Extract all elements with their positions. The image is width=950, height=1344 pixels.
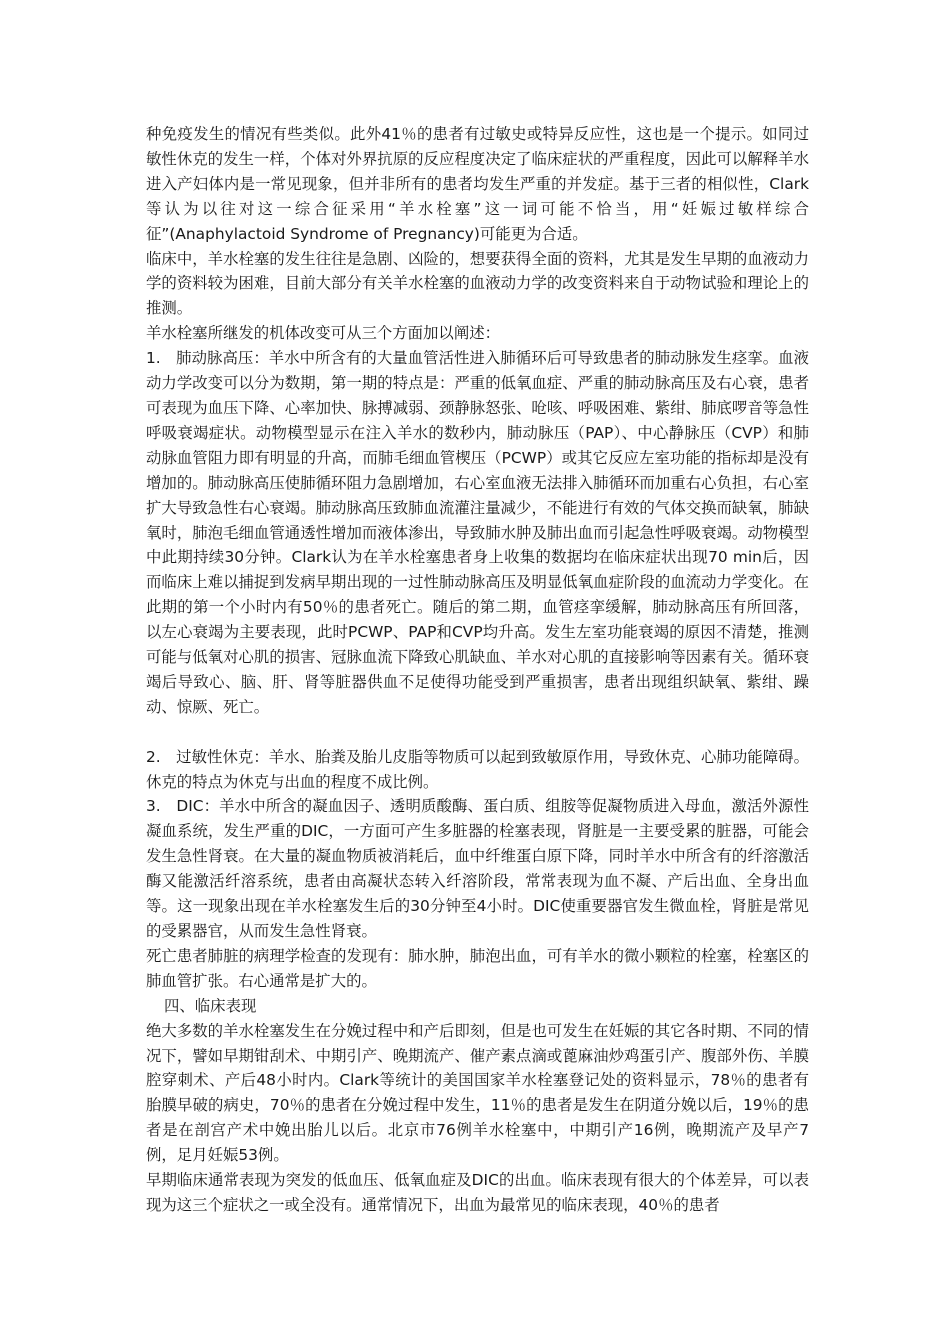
paragraph-anaphylactic-shock: 2. 过敏性休克：羊水、胎粪及胎儿皮脂等物质可以起到致敏原作用，导致休克、心肺功能障碍。休克的特点为休克与出血的程度不成比例。 <box>146 747 809 791</box>
paragraph-clinical-timing: 绝大多数的羊水栓塞发生在分娩过程中和产后即刻，但是也可发生在妊娠的其它各时期、不同的情况下，譬如早期钳刮术、中期引产、晚期流产、催产素点滴或蓖麻油炒鸡蛋引产、腹部外伤、羊膜腔穿刺术、产后48小时内。Clark等统计的美国国家羊水栓塞登记处的资料显示，78％的患者有胎膜早破的病史，70％的患者在分娩过程中发生，11％的患者是发生在阴道分娩以后，19％的患者是在剖宫产术中娩出胎儿以后。北京市76例羊水栓塞中，中期引产16例，晚期流产及早产7例，足月妊娠53例。 <box>146 1021 809 1165</box>
paragraph-pulmonary-hypertension: 1. 肺动脉高压：羊水中所含有的大量血管活性进入肺循环后可导致患者的肺动脉发生痉挛。血液动力学改变可以分为数期，第一期的特点是：严重的低氧血症、严重的肺动脉高压及右心衰，患者可表现为血压下降、心率加快、脉搏减弱、颈静脉怒张、呛咳、呼吸困难、紫绀、肺底啰音等急性呼吸衰竭症状。动物模型显示在注入羊水的数秒内，肺动脉压（PAP）、中心静脉压（CVP）和肺动脉血管阻力即有明显的升高，而肺毛细血管楔压（PCWP）或其它反应左室功能的指标却是没有增加的。肺动脉高压使肺循环阻力急剧增加，右心室血液无法排入肺循环而加重右心负担，右心室扩大导致急性右心衰竭。肺动脉高压致肺血流灌注量减少，不能进行有效的气体交换而缺氧，肺缺氧时，肺泡毛细血管通透性增加而液体渗出，导致肺水肿及肺出血而引起急性呼吸衰竭。动物模型中此期持续30分钟。Clark认为在羊水栓塞患者身上收集的数据均在临床症状出现70 min后，因而临床上难以捕捉到发病早期出现的一过性肺动脉高压及明显低氧血症阶段的血流动力学变化。在此期的第一个小时内有50％的患者死亡。随后的第二期，血管痉挛缓解，肺动脉高压有所回落，以左心衰竭为主要表现，此时PCWP、PAP和CVP均升高。发生左室功能衰竭的原因不清楚，推测可能与低氧对心肌的损害、冠脉血流下降致心肌缺血、羊水对心肌的直接影响等因素有关。循环衰竭后导致心、脑、肝、肾等脏器供血不足使得功能受到严重损害，患者出现组织缺氧、紫绀、躁动、惊厥、死亡。 <box>146 349 809 716</box>
section-heading-clinical: 四、临床表现 <box>164 996 257 1015</box>
paragraph-early-clinical: 早期临床通常表现为突发的低血压、低氧血症及DIC的出血。临床表现有很大的个体差异，可以表现为这三个症状之一或全没有。通常情况下，出血为最常见的临床表现，40％的患者 <box>146 1171 809 1214</box>
paragraph-three-aspects: 羊水栓塞所继发的机体改变可从三个方面加以阐述： <box>146 324 500 343</box>
document-page <box>146 122 809 1218</box>
paragraph-pathology: 死亡患者肺脏的病理学检查的发现有：肺水肿，肺泡出血，可有羊水的微小颗粒的栓塞，栓塞区的肺血管扩张。右心通常是扩大的。 <box>146 946 809 990</box>
paragraph-immunity-anaphylactoid: 种免疫发生的情况有些类似。此外41％的患者有过敏史或特异反应性，这也是一个提示。如同过敏性休克的发生一样，个体对外界抗原的反应程度决定了临床症状的严重程度，因此可以解释羊水进入产妇体内是一常见现象，但并非所有的患者均发生严重的并发症。基于三者的相似性，Clark等认为以往对这一综合征采用“羊水栓塞”这一词可能不恰当，用“妊娠过敏样综合征”(Anaphylactoid Syndrome of Pregnancy)可能更为合适。 <box>146 125 809 243</box>
paragraph-hemodynamics-intro: 临床中，羊水栓塞的发生往往是急剧、凶险的，想要获得全面的资料，尤其是发生早期的血液动力学的资料较为困难，目前大部分有关羊水栓塞的血液动力学的改变资料来自于动物试验和理论上的推测。 <box>146 249 809 318</box>
paragraph-dic: 3. DIC：羊水中所含的凝血因子、透明质酸酶、蛋白质、组胺等促凝物质进入母血，激活外源性凝血系统，发生严重的DIC，一方面可产生多脏器的栓塞表现，肾脏是一主要受累的脏器，可能会发生急性肾衰。在大量的凝血物质被消耗后，血中纤维蛋白原下降，同时羊水中所含有的纤溶激活酶又能激活纤溶系统，患者由高凝状态转入纤溶阶段，常常表现为血不凝、产后出血、全身出血等。这一现象出现在羊水栓塞发生后的30分钟至4小时。DIC使重要器官发生微血栓，肾脏是常见的受累器官，从而发生急性肾衰。 <box>146 797 809 940</box>
blank-line <box>146 720 809 745</box>
